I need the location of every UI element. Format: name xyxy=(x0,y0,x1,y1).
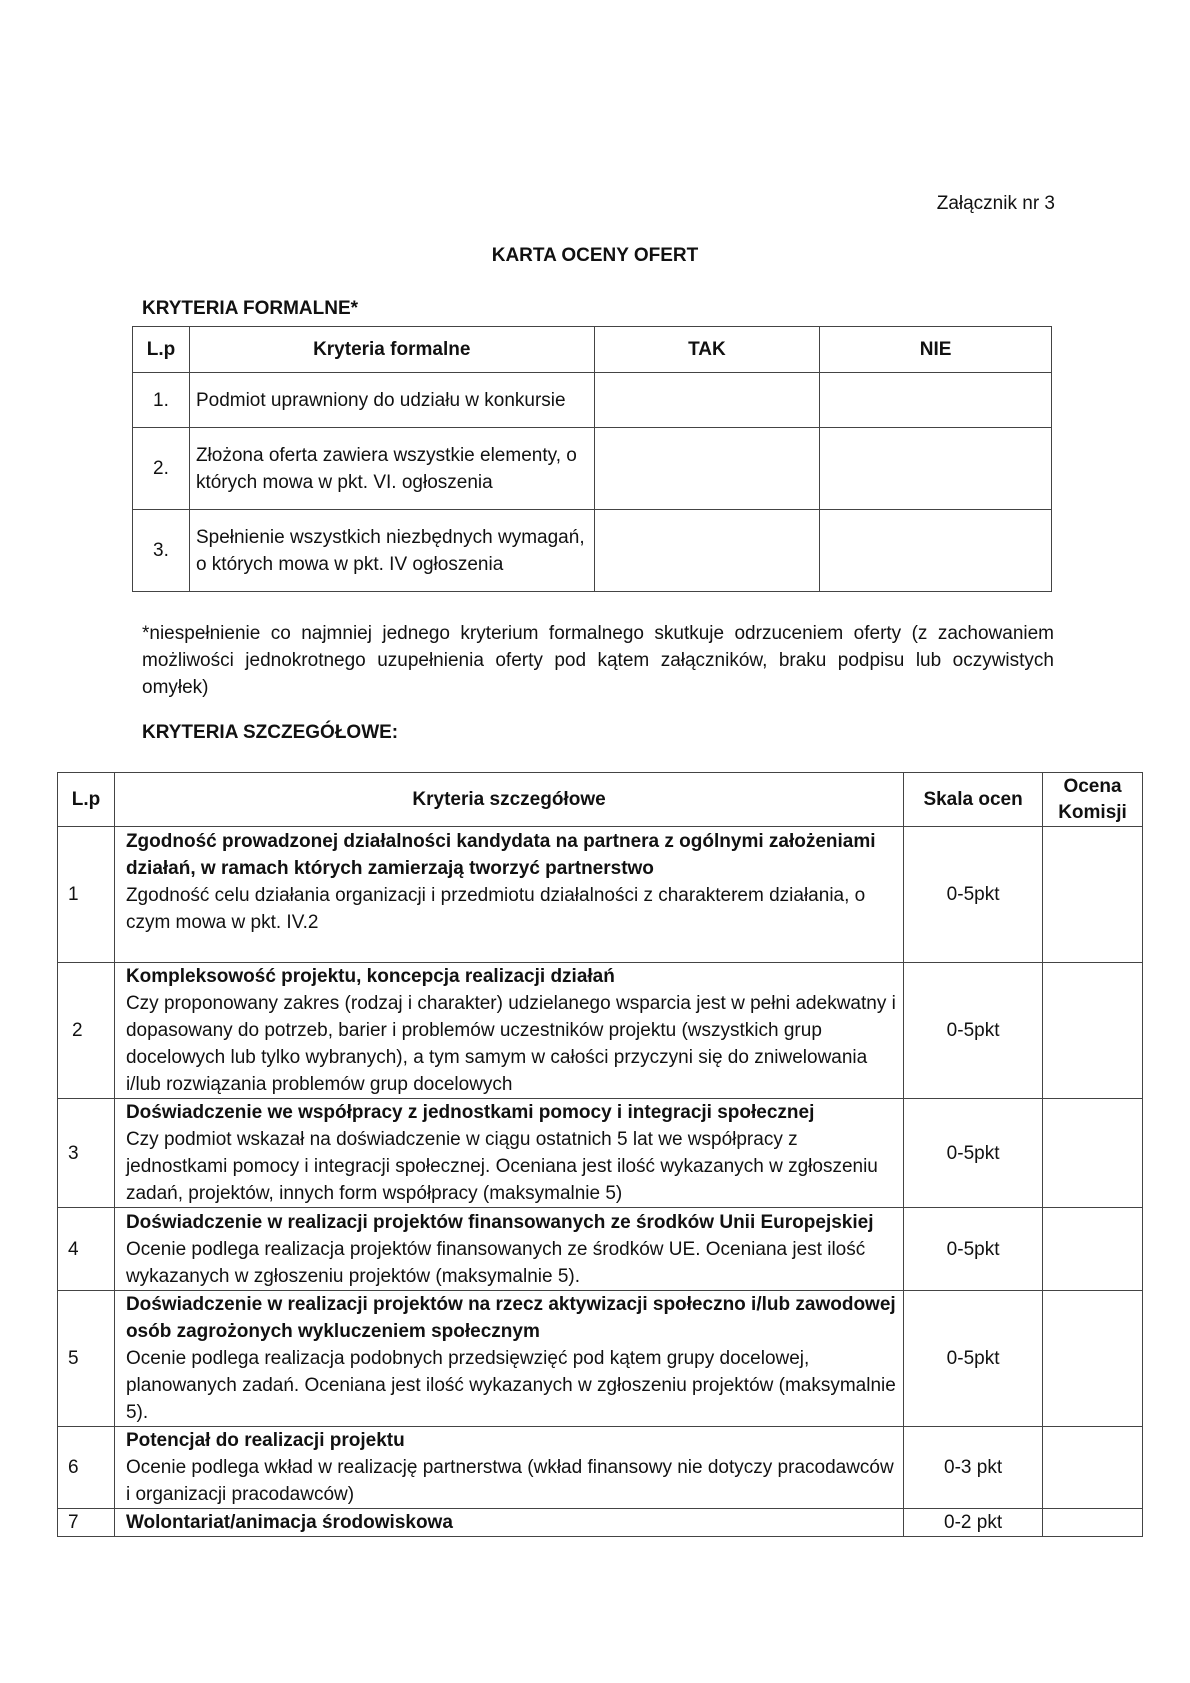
committee-score-cell[interactable] xyxy=(1043,827,1143,963)
committee-score-cell[interactable] xyxy=(1043,1291,1143,1427)
criterion-title: Wolontariat/animacja środowiskowa xyxy=(125,1512,453,1533)
row-number: 2 xyxy=(58,963,115,1099)
score-scale: 0-5pkt xyxy=(904,963,1043,1099)
table-row xyxy=(58,1509,1143,1537)
criterion-description: Czy podmiot wskazał na doświadczenie w ciągu ostatnich 5 lat we współpracy z jednostkami pomocy i integracji społecznej. Oceniana jest ilość wykazanych w zgłoszeniu zadań, projektów, innych form współpracy (maksymalnie 5) xyxy=(125,1129,878,1204)
column-header-scale: Skala ocen xyxy=(904,773,1043,827)
column-header-criteria: Kryteria formalne xyxy=(189,327,594,373)
criterion-cell xyxy=(114,1427,903,1509)
row-number: 3 xyxy=(58,1099,115,1208)
criterion-cell xyxy=(114,1208,903,1291)
row-number: 7 xyxy=(58,1509,115,1537)
row-number: 1 xyxy=(58,827,115,963)
row-number: 2. xyxy=(133,428,190,510)
criterion-title: Doświadczenie w realizacji projektów na rzecz aktywizacji społeczno i/lub zawodowej osób zagrożonych wykluczeniem społecznym xyxy=(125,1294,896,1342)
no-cell[interactable] xyxy=(820,428,1052,510)
criterion-cell xyxy=(114,1099,903,1208)
column-header-yes: TAK xyxy=(594,327,820,373)
criterion-text: Spełnienie wszystkich niezbędnych wymagań, o których mowa w pkt. IV ogłoszenia xyxy=(189,510,594,592)
score-scale: 0-5pkt xyxy=(904,1291,1043,1427)
score-scale: 0-5pkt xyxy=(904,1208,1043,1291)
criterion-cell xyxy=(114,963,903,1099)
column-header-lp: L.p xyxy=(133,327,190,373)
criterion-description: Zgodność celu działania organizacji i przedmiotu działalności z charakterem działania, o czym mowa w pkt. IV.2 xyxy=(125,885,866,933)
committee-score-cell[interactable] xyxy=(1043,1427,1143,1509)
criterion-description: Ocenie podlega realizacja podobnych przedsięwzięć pod kątem grupy docelowej, planowanych zadań. Oceniana jest ilość wykazanych w zgłoszeniu projektów (maksymalnie 5). xyxy=(125,1348,896,1423)
document-title: KARTA OCENY OFERT xyxy=(491,245,699,266)
column-header-criteria: Kryteria szczegółowe xyxy=(114,773,903,827)
criterion-title: Potencjał do realizacji projektu xyxy=(125,1430,405,1451)
column-header-committee-score: Ocena Komisji xyxy=(1043,773,1143,827)
table-header-row xyxy=(58,773,1143,827)
no-cell[interactable] xyxy=(820,510,1052,592)
committee-score-cell[interactable] xyxy=(1043,1099,1143,1208)
column-header-no: NIE xyxy=(820,327,1052,373)
attachment-label: Załącznik nr 3 xyxy=(936,193,1055,214)
criterion-description: Czy proponowany zakres (rodzaj i charakter) udzielanego wsparcia jest w pełni adekwatny i dopasowany do potrzeb, barier i problemów uczestników projektu (wszystkich grup docelowych lub tylko wybranych), a tym samym w całości przyczyni się do zniwelowania i/lub rozwiązania problemów grup docelowych xyxy=(125,993,896,1095)
criterion-title: Kompleksowość projektu, koncepcja realizacji działań xyxy=(125,966,615,987)
criterion-text: Złożona oferta zawiera wszystkie elementy, o których mowa w pkt. VI. ogłoszenia xyxy=(189,428,594,510)
formal-criteria-table xyxy=(132,326,1052,592)
table-row xyxy=(58,1291,1143,1427)
committee-score-cell[interactable] xyxy=(1043,1208,1143,1291)
score-scale: 0-5pkt xyxy=(904,827,1043,963)
row-number: 5 xyxy=(58,1291,115,1427)
criterion-description: Ocenie podlega realizacja projektów finansowanych ze środków UE. Oceniana jest ilość wykazanych w zgłoszeniu projektów (maksymalnie 5). xyxy=(125,1238,866,1287)
detailed-criteria-table xyxy=(57,772,1143,1537)
criterion-cell xyxy=(114,827,903,963)
formal-criteria-footnote: *niespełnienie co najmniej jednego kryterium formalnego skutkuje odrzuceniem oferty (z zachowaniem możliwości jednokrotnego uzupełnienia oferty pod kątem załączników, braku podpisu lub oczywistych omyłek) xyxy=(142,623,1054,698)
table-row xyxy=(58,1427,1143,1509)
criterion-cell xyxy=(114,1291,903,1427)
criterion-cell xyxy=(114,1509,903,1537)
committee-score-cell[interactable] xyxy=(1043,963,1143,1099)
row-number: 6 xyxy=(58,1427,115,1509)
criterion-description: Ocenie podlega wkład w realizację partnerstwa (wkład finansowy nie dotyczy pracodawców i organizacji pracodawców) xyxy=(125,1457,894,1505)
row-number: 4 xyxy=(58,1208,115,1291)
no-cell[interactable] xyxy=(820,373,1052,428)
committee-score-cell[interactable] xyxy=(1043,1509,1143,1537)
score-scale: 0-5pkt xyxy=(904,1099,1043,1208)
criterion-title: Doświadczenie we współpracy z jednostkami pomocy i integracji społecznej xyxy=(125,1102,815,1123)
criterion-title: Doświadczenie w realizacji projektów finansowanych ze środków Unii Europejskiej xyxy=(125,1211,874,1233)
table-header-row xyxy=(133,327,1052,373)
yes-cell[interactable] xyxy=(594,373,820,428)
table-row xyxy=(58,1208,1143,1291)
score-scale: 0-3 pkt xyxy=(904,1427,1043,1509)
formal-criteria-heading: KRYTERIA FORMALNE* xyxy=(142,298,359,319)
yes-cell[interactable] xyxy=(594,510,820,592)
score-scale: 0-2 pkt xyxy=(904,1509,1043,1537)
table-row xyxy=(133,428,1052,510)
detailed-criteria-heading: KRYTERIA SZCZEGÓŁOWE: xyxy=(142,722,399,743)
criterion-text: Podmiot uprawniony do udziału w konkursie xyxy=(189,373,594,428)
table-row xyxy=(133,373,1052,428)
table-row xyxy=(58,1099,1143,1208)
yes-cell[interactable] xyxy=(594,428,820,510)
criterion-title: Zgodność prowadzonej działalności kandydata na partnera z ogólnymi założeniami działań, w ramach których zamierzają tworzyć partnerstwo xyxy=(125,831,876,879)
row-number: 3. xyxy=(133,510,190,592)
table-row xyxy=(58,963,1143,1099)
table-row xyxy=(58,827,1143,963)
table-row xyxy=(133,510,1052,592)
row-number: 1. xyxy=(133,373,190,428)
column-header-lp: L.p xyxy=(58,773,115,827)
